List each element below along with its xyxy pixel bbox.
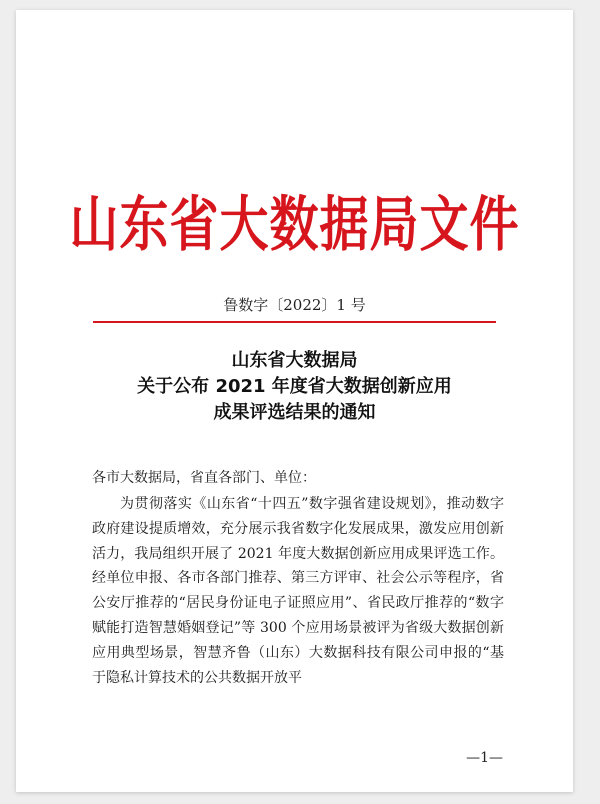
document-header-title: 山东省大数据局文件 <box>69 190 520 260</box>
document-page <box>16 10 573 792</box>
red-divider-line <box>93 321 496 323</box>
body-paragraph: 为贯彻落实《山东省“十四五”数字强省建设规划》，推动数字政府建设提质增效，充分展示我省数字化发展成果，激发应用创新活力，我局组织开展了 2021 年度大数据创新应用成果评选工作。经单位申报、各市各部门推荐、第三方评审、社会公示等程序，省公安厅推荐的“居民身份证电子证照应用”、省民政厅推荐的“数字赋能打造智慧婚姻登记”等 300 个应用场景被评为省级大数据创新应用典型场景，智慧齐鲁（山东）大数据科技有限公司申报的“基于隐私计算技术的公共数据开放平 <box>92 496 504 686</box>
notice-title-line-2: 关于公布 2021 年度省大数据创新应用 <box>137 376 452 397</box>
page-number: —1— <box>466 750 503 766</box>
notice-title-line-1: 山东省大数据局 <box>231 350 358 371</box>
salutation: 各市大数据局，省直各部门、单位： <box>92 470 316 486</box>
document-number: 鲁数字〔2022〕1 号 <box>223 296 366 314</box>
notice-title-line-3: 成果评选结果的通知 <box>213 402 376 423</box>
